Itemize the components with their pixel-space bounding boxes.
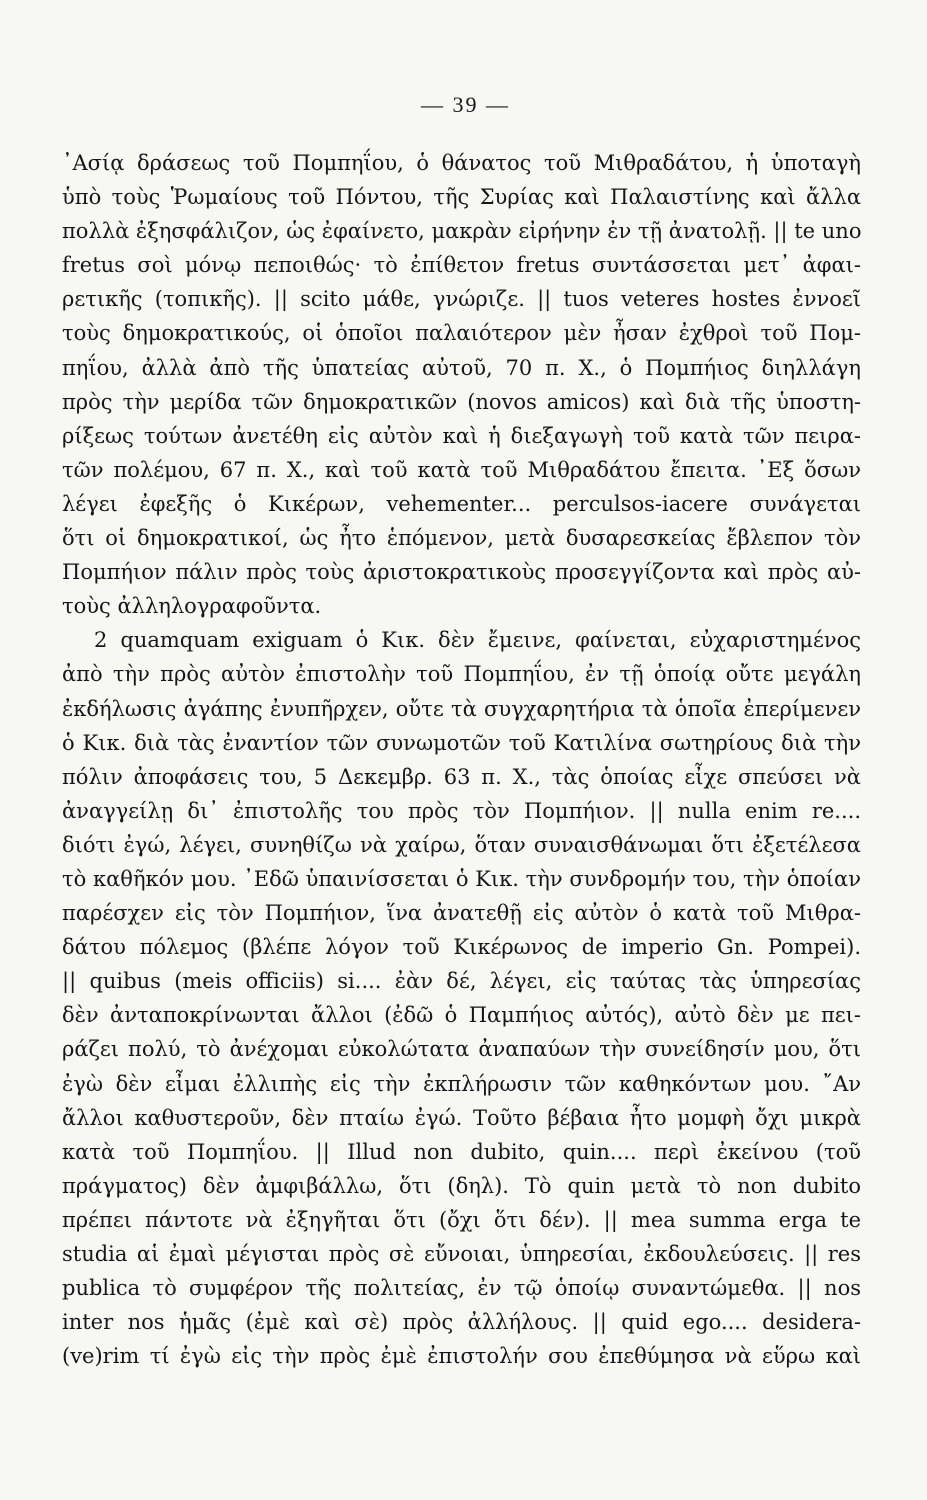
text-line: inter nos ἡμᾶς (ἐμὲ καὶ σὲ) πρὸς ἀλλήλους. || quid ego.... desidera- [62, 1310, 861, 1335]
text-line: πόλιν ἀποφάσεις του, 5 Δεκεμβρ. 63 π. Χ., τὰς ὁποίας εἶχε σπεύσει νὰ [62, 764, 861, 789]
text-line: Πομπήιον πάλιν πρὸς τοὺς ἀριστοκρατικοὺς προσεγγίζοντα καὶ πρὸς αὐ- [62, 560, 861, 585]
text-line: τὸ καθῆκόν μου. ᾽Εδῶ ὑπαινίσσεται ὁ Κικ. τὴν συνδρομήν του, τὴν ὁποίαν [62, 866, 861, 891]
text-line: πράγματος) δὲν ἀμφιβάλλω, ὅτι (δηλ). Τὸ quin μετὰ τὸ non dubito [62, 1173, 861, 1198]
text-line: διότι ἐγώ, λέγει, συνηθίζω νὰ χαίρω, ὅταν συναισθάνωμαι ὅτι ἐξετέλεσα [62, 832, 861, 857]
text-line: λέγει ἐφεξῆς ὁ Κικέρων, vehementer... perculsos-iacere συνάγεται [62, 491, 861, 516]
text-line: ὅτι οἱ δημοκρατικοί, ὡς ἦτο ἑπόμενον, μετὰ δυσαρεσκείας ἔβλεπον τὸν [62, 526, 861, 551]
text-line: ὁ Κικ. διὰ τὰς ἐναντίον τῶν συνωμοτῶν τοῦ Κατιλίνα σωτηρίους διὰ τὴν [62, 730, 861, 755]
text-line: τοὺς δημοκρατικούς, οἱ ὁποῖοι παλαιότερον μὲν ἦσαν ἐχθροὶ τοῦ Πομ- [62, 321, 861, 346]
text-line: τοὺς ἀλληλογραφοῦντα. [62, 594, 322, 619]
text-line: τῶν πολέμου, 67 π. Χ., καὶ τοῦ κατὰ τοῦ Μιθραδάτου ἔπειτα. ᾽Εξ ὅσων [62, 457, 861, 482]
text-line: ἀπὸ τὴν πρὸς αὐτὸν ἐπιστολὴν τοῦ Πομπηΐου, ἐν τῇ ὁποίᾳ οὔτε μεγάλη [62, 662, 861, 687]
text-line: δάτου πόλεμος (βλέπε λόγον τοῦ Κικέρωνος de imperio Gn. Pompei). [62, 935, 861, 960]
text-line: ἐκδήλωσις ἀγάπης ἐνυπῆρχεν, οὔτε τὰ συγχαρητήρια τὰ ὁποῖα ἐπερίμενεν [62, 696, 861, 721]
text-line: ρίξεως τούτων ἀνετέθη εἰς αὐτὸν καὶ ἡ διεξαγωγὴ τοῦ κατὰ τῶν πειρα- [62, 423, 861, 448]
text-line: fretus σοὶ μόνῳ πεποιθώς· τὸ ἐπίθετον fretus συντάσσεται μετ᾽ ἀφαι- [62, 253, 861, 278]
text-line: ὑπὸ τοὺς Ῥωμαίους τοῦ Πόντου, τῆς Συρίας καὶ Παλαιστίνης καὶ ἄλλα [62, 185, 861, 210]
page-number: — 39 — [421, 92, 510, 117]
text-line: studia αἱ ἐμαὶ μέγισται πρὸς σὲ εὔνοιαι, ὑπηρεσίαι, ἐκδουλεύσεις. || res [62, 1242, 861, 1266]
text-line: (ve)rim τί ἐγὼ εἰς τὴν πρὸς ἐμὲ ἐπιστολήν σου ἐπεθύμησα νὰ εὕρω καὶ [62, 1344, 861, 1369]
text-line: πολλὰ ἐξησφάλιζον, ὡς ἐφαίνετο, μακρὰν εἰρήνην ἐν τῇ ἀνατολῇ. || te uno [62, 219, 861, 244]
text-line: πηΐου, ἀλλὰ ἀπὸ τῆς ὑπατείας αὐτοῦ, 70 π. Χ., ὁ Πομπήιος διηλλάγη [62, 355, 861, 380]
text-line: ἄλλοι καθυστεροῦν, δὲν πταίω ἐγώ. Τοῦτο βέβαια ἦτο μομφὴ ὄχι μικρὰ [62, 1105, 861, 1130]
text-line: || quibus (meis officiis) si.... ἐὰν δέ, λέγει, εἰς ταύτας τὰς ὑπηρεσίας [62, 969, 861, 994]
text-line: ἐγὼ δὲν εἶμαι ἐλλιπὴς εἰς τὴν ἐκπλήρωσιν τῶν καθηκόντων μου. ῎Αν [62, 1071, 861, 1096]
text-line: ρετικῆς (τοπικῆς). || scito μάθε, γνώριζε. || tuos veteres hostes ἐννοεῖ [62, 287, 861, 312]
text-line: 2 quamquam exiguam ὁ Κικ. δὲν ἔμεινε, φαίνεται, εὐχαριστημένος [94, 628, 861, 653]
text-line: δὲν ἀνταποκρίνωνται ἄλλοι (ἐδῶ ὁ Παμπήιος αὐτός), αὐτὸ δὲν με πει- [62, 1003, 861, 1028]
text-line: publica τὸ συμφέρον τῆς πολιτείας, ἐν τῷ ὁποίῳ συναντώμεθα. || nos [62, 1276, 861, 1301]
text-line: ᾽Ασίᾳ δράσεως τοῦ Πομπηΐου, ὁ θάνατος τοῦ Μιθραδάτου, ἡ ὑποταγὴ [62, 151, 861, 175]
paragraph-1 [62, 146, 861, 623]
text-line: ἀναγγείλῃ δι᾽ ἐπιστολῆς του πρὸς τὸν Πομπήιον. || nulla enim re.... [62, 798, 861, 823]
text-line: πρέπει πάντοτε νὰ ἐξηγῆται ὅτι (ὄχι ὅτι δέν). || mea summa erga te [62, 1207, 861, 1232]
text-line: ράζει πολύ, τὸ ἀνέχομαι εὐκολώτατα ἀναπαύων τὴν συνείδησίν μου, ὅτι [62, 1037, 861, 1062]
text-line: παρέσχεν εἰς τὸν Πομπήιον, ἵνα ἀνατεθῇ εἰς αὐτὸν ὁ κατὰ τοῦ Μιθρα- [62, 901, 861, 926]
paragraph-2 [62, 623, 861, 1373]
text-line: κατὰ τοῦ Πομπηΐου. || Illud non dubito, quin.... περὶ ἐκείνου (τοῦ [62, 1139, 861, 1164]
text-line: πρὸς τὴν μερίδα τῶν δημοκρατικῶν (novos amicos) καὶ διὰ τῆς ὑποστη- [62, 389, 861, 414]
